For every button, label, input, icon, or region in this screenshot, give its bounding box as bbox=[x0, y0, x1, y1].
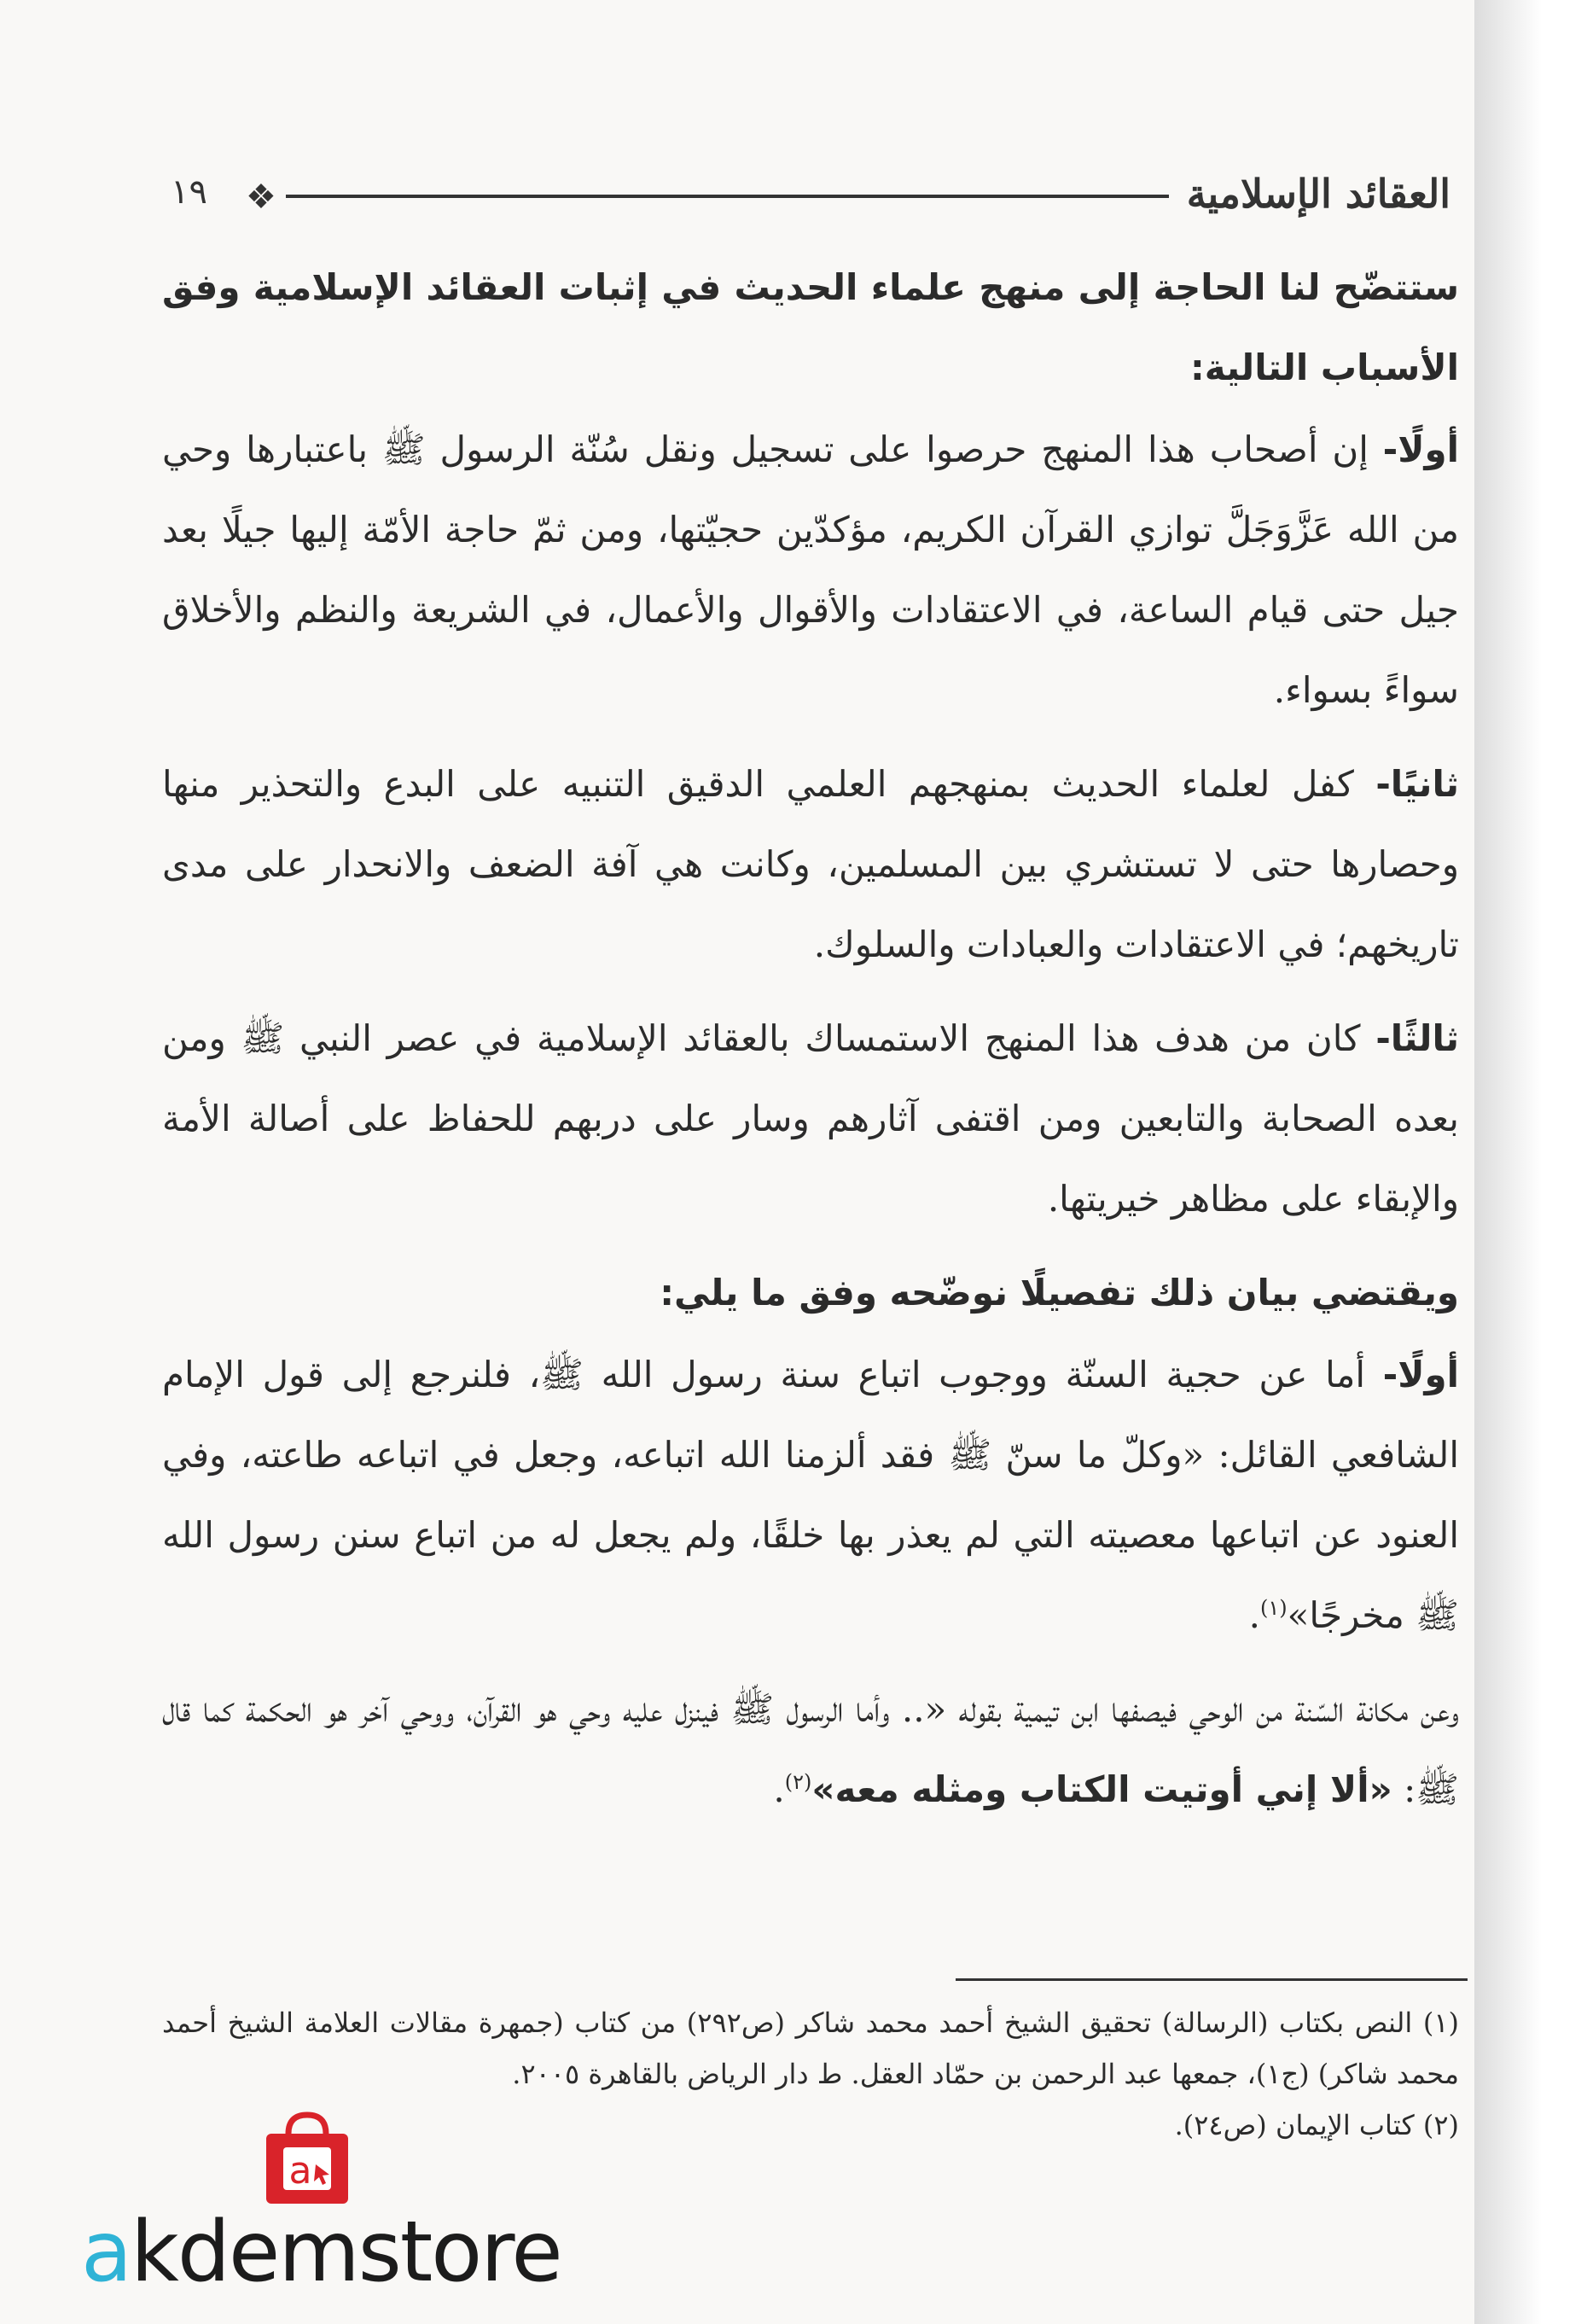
page-edge-shadow bbox=[1474, 0, 1587, 2324]
paragraph-sunnah-authority: أولًا- أما عن حجية السنّة ووجوب اتباع سنة رسول الله ﷺ، فلنرجع إلى قول الإمام الشافعي القائل: «وكلّ ما سنّ ﷺ فقد ألزمنا الله اتباعه، وجعل في اتباعه طاعته، وفي العنود عن اتباعها معصيته التي لم يعذر بها خلقًا، ولم يجعل له من اتباع سنن رسول الله ﷺ مخرجًا»$^{(١)}$. bbox=[162, 1354, 1459, 1636]
paragraph-third-reason: ثالثًا- كان من هدف هذا المنهج الاستمساك بالعقائد الإسلامية في عصر النبي ﷺ ومن بعده الصحابة والتابعين ومن اقتفى آثارهم وسار على دربهم للحفاظ على أصالة الأمة والإبقاء على مظاهر خيريتها. bbox=[162, 1017, 1459, 1220]
page-body bbox=[162, 248, 1459, 1843]
shopping-bag-icon bbox=[256, 2108, 358, 2210]
running-title: العقائد الإسلامية bbox=[1186, 171, 1450, 217]
footnote-ref-1[interactable]: (١) bbox=[1260, 1596, 1288, 1620]
paragraph-lead: أولًا- bbox=[1382, 1354, 1459, 1395]
footnote-ref-2[interactable]: (٢) bbox=[784, 1770, 812, 1794]
hadith-quote: «ألا إني أوتيت الكتاب ومثله معه» bbox=[811, 1768, 1392, 1810]
page-number: ١٩ bbox=[171, 172, 207, 212]
intro-paragraph: ستتضّح لنا الحاجة إلى منهج علماء الحديث في إثبات العقائد الإسلامية وفق الأسباب التالية: bbox=[162, 266, 1459, 388]
header-rule bbox=[286, 195, 1169, 198]
paragraph-first-reason: أولًا- إن أصحاب هذا المنهج حرصوا على تسجيل ونقل سُنّة الرسول ﷺ باعتبارها وحي من الله عَزَّوَجَلَّ توازي القرآن الكريم، مؤكدّين حجيّتها، ومن ثمّ حاجة الأمّة إليها جيلًا بعد جيل حتى قيام الساعة، في الاعتقادات والأقوال والأعمال، في الشريعة والنظم والأخلاق سواءً بسواء. bbox=[162, 428, 1460, 711]
paragraph-lead: ثانيًا- bbox=[1375, 763, 1459, 805]
paragraph-lead: ثالثًا- bbox=[1375, 1017, 1459, 1059]
brand-wordmark: akdemstore bbox=[81, 2204, 561, 2301]
paragraph-second-reason: ثانيًا- كفل لعلماء الحديث بمنهجهم العلمي الدقيق التنبيه على البدع والتحذير منها وحصارها حتى لا تستشري بين المسلمين، وكانت هي آفة الضعف والانحدار على مدى تاريخهم؛ في الاعتقادات والعبادات والسلوك. bbox=[162, 763, 1459, 965]
footnote-rule bbox=[956, 1978, 1468, 1981]
section-heading: ويقتضي بيان ذلك تفصيلًا نوضّحه وفق ما يلي: bbox=[660, 1272, 1459, 1313]
akdemstore-watermark bbox=[81, 2108, 561, 2301]
paragraph-ibn-taymiyyah: وعن مكانة السّنة من الوحي فيصفها ابن تيمية بقوله «.. وأما الرسول ﷺ فينزل عليه وحي هو القرآن، ووحي آخر هو الحكمة كما قال ﷺ: «ألا إني أوتيت الكتاب ومثله معه»$^{(٢)}$. bbox=[162, 1688, 1459, 1810]
paragraph-lead: أولًا- bbox=[1382, 428, 1459, 470]
footnote-1: (١) النص بكتاب (الرسالة) تحقيق الشيخ أحمد محمد شاكر (ص٢٩٢) من كتاب (جمهرة مقالات العلامة الشيخ أحمد محمد شاكر) (ج١)، جمعها عبد الرحمن بن حمّاد العقل. ط دار الرياض بالقاهرة ٢٠٠٥. bbox=[162, 2007, 1460, 2090]
ornament-icon: ❖ bbox=[246, 178, 276, 217]
bag-letter: a bbox=[288, 2149, 312, 2193]
footnote-2: (٢) كتاب الإيمان (ص٢٤). bbox=[1174, 2109, 1459, 2141]
page-header bbox=[102, 171, 1450, 230]
